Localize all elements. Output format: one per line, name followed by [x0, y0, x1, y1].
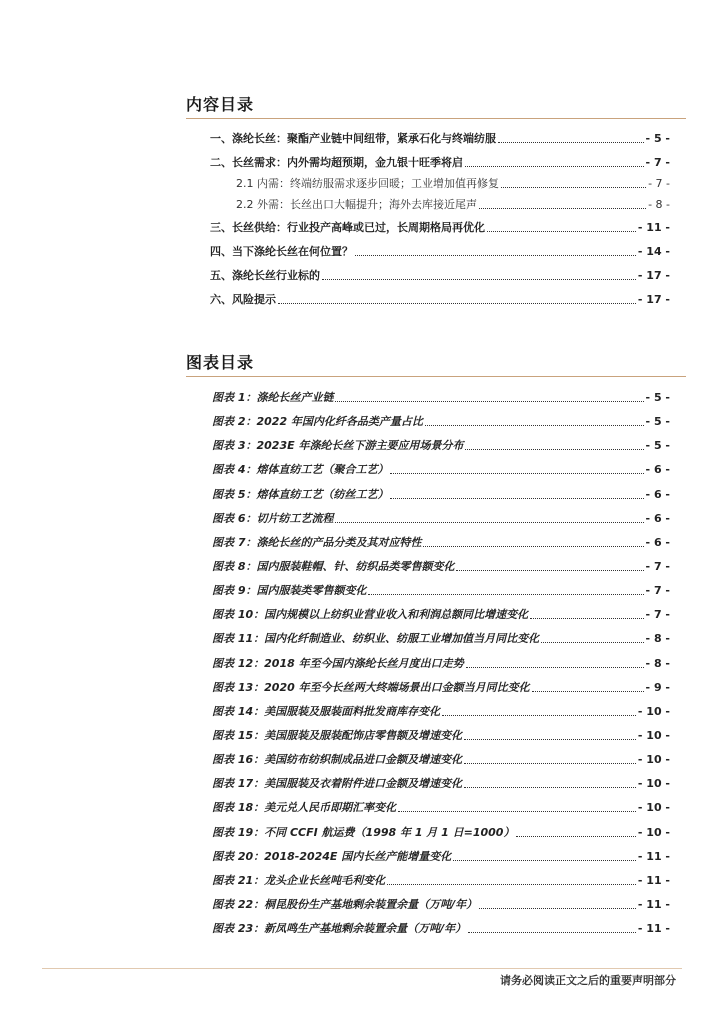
figure-entry-text: 图表 16：美国纺布纺织制成品进口金额及增速变化: [212, 753, 463, 766]
figure-entry[interactable]: [212, 703, 670, 719]
figure-entry[interactable]: [212, 606, 670, 622]
figure-entry[interactable]: [212, 872, 670, 888]
figure-entry-page: - 5 -: [645, 391, 670, 404]
toc-title: 内容目录: [186, 95, 255, 114]
toc-entry[interactable]: [210, 130, 670, 146]
figure-entry[interactable]: [212, 655, 670, 671]
figure-entry-page: - 7 -: [645, 584, 670, 597]
figure-entry-text: 图表 1：涤纶长丝产业链: [212, 391, 334, 404]
figure-entry-page: - 10 -: [637, 826, 670, 839]
toc-entry-text: 三、长丝供给：行业投产高峰或已过，长周期格局再优化: [210, 221, 485, 234]
figure-entry-page: - 10 -: [637, 801, 670, 814]
figure-entry-page: - 5 -: [645, 439, 670, 452]
dot-leader: [466, 667, 644, 668]
figure-entry[interactable]: [212, 727, 670, 743]
figure-entry-text: 图表 9：国内服装类零售额变化: [212, 584, 367, 597]
figure-entry[interactable]: [212, 413, 670, 429]
figure-entry-text: 图表 7：涤纶长丝的产品分类及其对应特性: [212, 536, 422, 549]
figure-entry[interactable]: [212, 775, 670, 791]
figure-entry[interactable]: [212, 534, 670, 550]
toc-entry-text: 六、风险提示: [210, 293, 276, 306]
toc-entry-page: - 7 -: [645, 156, 670, 169]
toc-entry[interactable]: [210, 219, 670, 235]
toc-entry-text: 五、涤纶长丝行业标的: [210, 269, 320, 282]
dot-leader: [479, 908, 636, 909]
dot-leader: [516, 836, 635, 837]
figure-entry[interactable]: [212, 896, 670, 912]
figure-entry-text: 图表 5：熔体直纺工艺（纺丝工艺）: [212, 488, 389, 501]
figure-entry-text: 图表 17：美国服装及衣着附件进口金额及增速变化: [212, 777, 463, 790]
dot-leader: [468, 932, 636, 933]
toc-entry-page: - 7 -: [648, 177, 670, 190]
dot-leader: [532, 691, 644, 692]
figures-title-rule: [186, 376, 686, 377]
figure-entry-page: - 11 -: [637, 850, 670, 863]
toc-entry-text: 2.1 内需：终端纺服需求逐步回暖；工业增加值再修复: [236, 177, 499, 190]
toc-entry-text: 2.2 外需：长丝出口大幅提升；海外去库接近尾声: [236, 198, 477, 211]
figure-entry-page: - 11 -: [637, 922, 670, 935]
toc-entry-text: 二、长丝需求：内外需均超预期，金九银十旺季将启: [210, 156, 463, 169]
toc-entry-text: 四、当下涤纶长丝在何位置？: [210, 245, 353, 258]
figure-entry-text: 图表 19：不同 CCFI 航运费（1998 年 1 月 1 日=1000）: [212, 826, 515, 839]
figure-entry-page: - 6 -: [645, 512, 670, 525]
figure-entry-text: 图表 10：国内规模以上纺织业营业收入和利润总额同比增速变化: [212, 608, 529, 621]
dot-leader: [465, 166, 644, 167]
dot-leader: [456, 570, 643, 571]
figure-entry[interactable]: [212, 751, 670, 767]
toc-entry[interactable]: [210, 243, 670, 259]
figure-entry[interactable]: [212, 824, 670, 840]
figure-entry-page: - 8 -: [645, 632, 670, 645]
figure-entry-text: 图表 2：2022 年国内化纤各品类产量占比: [212, 415, 423, 428]
dot-leader: [464, 763, 636, 764]
figure-entry[interactable]: [212, 582, 670, 598]
dot-leader: [479, 208, 646, 209]
toc-entry-page: - 8 -: [648, 198, 670, 211]
figure-entry-page: - 11 -: [637, 898, 670, 911]
dot-leader: [390, 473, 643, 474]
figure-entry-text: 图表 15：美国服装及服装配饰店零售额及增速变化: [212, 729, 463, 742]
figure-entry-page: - 7 -: [645, 608, 670, 621]
figure-entry[interactable]: [212, 486, 670, 502]
toc-entry-page: - 17 -: [637, 293, 670, 306]
toc-entry-page: - 5 -: [645, 132, 670, 145]
figure-entry[interactable]: [212, 558, 670, 574]
figure-entry-text: 图表 13：2020 年至今长丝两大终端场景出口金额当月同比变化: [212, 681, 530, 694]
figure-entry[interactable]: [212, 437, 670, 453]
toc-entry[interactable]: [210, 267, 670, 283]
figure-entry-page: - 10 -: [637, 777, 670, 790]
figure-entry-page: - 10 -: [637, 705, 670, 718]
footer-disclaimer: 请务必阅读正文之后的重要声明部分: [500, 974, 676, 987]
figure-entry[interactable]: [212, 510, 670, 526]
toc-entry[interactable]: [210, 291, 670, 307]
figure-entry-text: 图表 23：新凤鸣生产基地剩余装置余量（万吨/年）: [212, 922, 467, 935]
toc-subentry[interactable]: [236, 175, 670, 191]
dot-leader: [335, 522, 643, 523]
dot-leader: [541, 642, 643, 643]
toc-title-rule: [186, 118, 686, 119]
figure-entry-page: - 6 -: [645, 463, 670, 476]
figure-entry-text: 图表 4：熔体直纺工艺（聚合工艺）: [212, 463, 389, 476]
figure-entry-page: - 9 -: [645, 681, 670, 694]
figure-entry-text: 图表 18：美元兑人民币即期汇率变化: [212, 801, 397, 814]
figure-entry[interactable]: [212, 920, 670, 936]
dot-leader: [335, 401, 643, 402]
figure-entry-text: 图表 11：国内化纤制造业、纺织业、纺服工业增加值当月同比变化: [212, 632, 540, 645]
dot-leader: [465, 449, 643, 450]
dot-leader: [368, 594, 643, 595]
dot-leader: [355, 255, 636, 256]
figure-entry-page: - 5 -: [645, 415, 670, 428]
figure-entry-page: - 8 -: [645, 657, 670, 670]
toc-entry-text: 一、涤纶长丝：聚酯产业链中间纽带，紧承石化与终端纺服: [210, 132, 496, 145]
figure-entry-page: - 7 -: [645, 560, 670, 573]
figure-entry-text: 图表 3：2023E 年涤纶长丝下游主要应用场景分布: [212, 439, 464, 452]
dot-leader: [453, 860, 636, 861]
toc-entry-page: - 11 -: [637, 221, 670, 234]
figure-entry[interactable]: [212, 848, 670, 864]
figure-entry-page: - 6 -: [645, 488, 670, 501]
figure-entry[interactable]: [212, 799, 670, 815]
figure-entry-text: 图表 21：龙头企业长丝吨毛利变化: [212, 874, 386, 887]
figure-entry-page: - 6 -: [645, 536, 670, 549]
figure-entry-page: - 10 -: [637, 729, 670, 742]
figure-entry-text: 图表 6：切片纺工艺流程: [212, 512, 334, 525]
figure-entry-page: - 11 -: [637, 874, 670, 887]
dot-leader: [387, 884, 636, 885]
dot-leader: [322, 279, 636, 280]
figure-entry-text: 图表 14：美国服装及服装面料批发商库存变化: [212, 705, 441, 718]
dot-leader: [278, 303, 636, 304]
figure-entry[interactable]: [212, 630, 670, 646]
figure-entry-page: - 10 -: [637, 753, 670, 766]
toc-entry-page: - 14 -: [637, 245, 670, 258]
figure-entry[interactable]: [212, 679, 670, 695]
figures-title: 图表目录: [186, 353, 255, 372]
figure-entry[interactable]: [212, 389, 670, 405]
figure-entry-text: 图表 22：桐昆股份生产基地剩余装置余量（万吨/年）: [212, 898, 478, 911]
footer-rule: [42, 968, 682, 969]
figure-entry-text: 图表 12：2018 年至今国内涤纶长丝月度出口走势: [212, 657, 464, 670]
dot-leader: [501, 187, 646, 188]
dot-leader: [423, 546, 643, 547]
figure-entry-text: 图表 8：国内服装鞋帽、针、纺织品类零售额变化: [212, 560, 455, 573]
dot-leader: [425, 425, 644, 426]
toc-entry[interactable]: [210, 154, 670, 170]
figure-entry-text: 图表 20：2018-2024E 国内长丝产能增量变化: [212, 850, 452, 863]
figure-entry[interactable]: [212, 461, 670, 477]
dot-leader: [390, 498, 643, 499]
dot-leader: [398, 811, 636, 812]
dot-leader: [530, 618, 643, 619]
toc-entry-page: - 17 -: [637, 269, 670, 282]
dot-leader: [464, 739, 636, 740]
toc-subentry[interactable]: [236, 196, 670, 212]
dot-leader: [498, 142, 644, 143]
dot-leader: [442, 715, 636, 716]
dot-leader: [487, 231, 636, 232]
dot-leader: [464, 787, 636, 788]
